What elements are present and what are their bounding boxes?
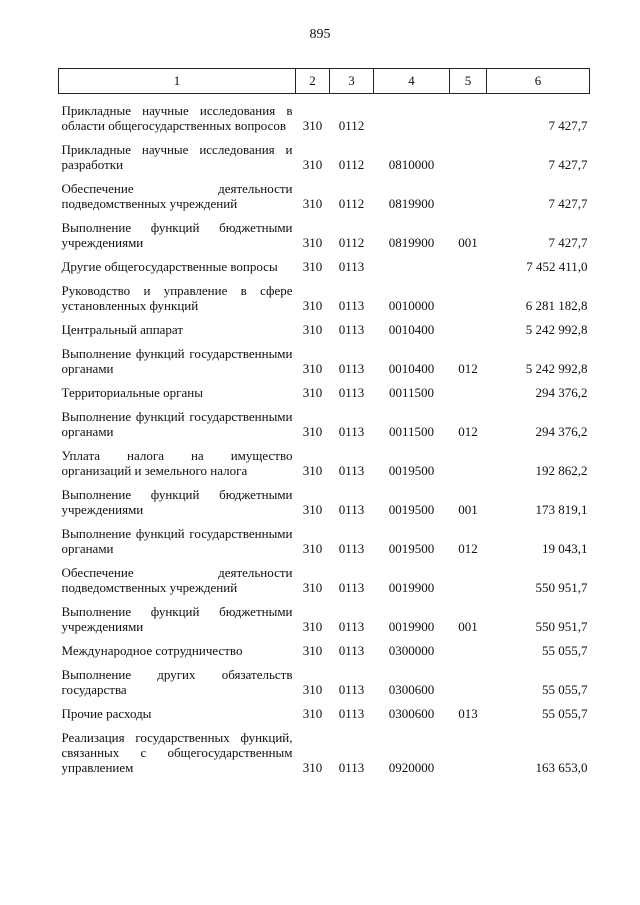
column-header-6: 6 xyxy=(487,69,590,94)
row-code-3-cell: 0113 xyxy=(338,259,365,274)
column-header-3: 3 xyxy=(330,69,374,94)
table-row xyxy=(59,565,590,595)
table-row xyxy=(59,142,590,172)
row-code-5-cell: 012 xyxy=(458,424,478,439)
header-row xyxy=(59,69,590,94)
row-spacer xyxy=(59,172,590,181)
row-code-2-cell: 310 xyxy=(302,298,323,313)
table-body xyxy=(59,94,590,776)
row-code-4-cell: 0300000 xyxy=(388,643,435,658)
row-code-3-cell: 0112 xyxy=(338,118,365,133)
page-number: 895 xyxy=(309,27,331,42)
row-code-5-cell: 013 xyxy=(458,706,478,721)
row-code-4-cell: 0011500 xyxy=(388,424,435,439)
row-name-cell: Уплата налога на имущество организаций и земельного налога xyxy=(61,448,293,478)
row-code-2-cell: 310 xyxy=(302,385,323,400)
row-name-cell: Территориальные органы xyxy=(61,385,203,400)
row-name-cell: Прикладные научные исследования в области общегосударственных вопросов xyxy=(61,103,293,133)
column-header-1: 1 xyxy=(59,69,296,94)
row-amount-cell: 7 427,7 xyxy=(548,235,588,250)
row-spacer xyxy=(59,400,590,409)
row-spacer xyxy=(59,595,590,604)
row-spacer xyxy=(59,337,590,346)
row-amount-cell: 19 043,1 xyxy=(542,541,588,556)
row-code-4-cell: 0019500 xyxy=(388,463,435,478)
row-name-cell: Выполнение функций бюджетными учреждениями xyxy=(61,220,293,250)
row-code-5-cell: 001 xyxy=(458,619,478,634)
row-code-3-cell: 0113 xyxy=(338,643,365,658)
row-code-5-cell xyxy=(450,565,487,595)
row-name-cell: Выполнение функций государственными органами xyxy=(61,346,293,376)
row-code-3-cell: 0113 xyxy=(338,361,365,376)
column-header-2: 2 xyxy=(296,69,330,94)
row-code-3-cell: 0112 xyxy=(338,235,365,250)
column-header-5: 5 xyxy=(450,69,487,94)
row-spacer xyxy=(59,376,590,385)
row-code-4-cell xyxy=(374,259,450,274)
row-code-4-cell: 0011500 xyxy=(388,385,435,400)
row-name-cell: Выполнение других обязательств государства xyxy=(61,667,293,697)
row-code-3-cell: 0113 xyxy=(338,682,365,697)
row-code-3-cell: 0112 xyxy=(338,196,365,211)
row-code-2-cell: 310 xyxy=(302,643,323,658)
row-amount-cell: 5 242 992,8 xyxy=(525,361,588,376)
row-code-2-cell: 310 xyxy=(302,259,323,274)
row-amount-cell: 7 427,7 xyxy=(548,118,588,133)
row-code-5-cell: 012 xyxy=(458,541,478,556)
table-row xyxy=(59,448,590,478)
row-amount-cell: 7 452 411,0 xyxy=(526,259,588,274)
row-name-cell: Выполнение функций государственными органами xyxy=(61,409,293,439)
row-name-cell: Международное сотрудничество xyxy=(61,643,243,658)
row-code-4-cell: 0019500 xyxy=(388,502,435,517)
row-code-3-cell: 0113 xyxy=(338,502,365,517)
row-code-5-cell xyxy=(450,103,487,133)
table-row xyxy=(59,730,590,775)
row-code-5-cell xyxy=(450,643,487,658)
table-row xyxy=(59,643,590,658)
table-row xyxy=(59,259,590,274)
row-code-2-cell: 310 xyxy=(302,424,323,439)
row-amount-cell: 163 653,0 xyxy=(535,760,588,775)
row-amount-cell: 55 055,7 xyxy=(542,706,588,721)
row-spacer xyxy=(59,658,590,667)
row-amount-cell: 173 819,1 xyxy=(535,502,588,517)
row-amount-cell: 294 376,2 xyxy=(535,424,588,439)
table-row xyxy=(59,181,590,211)
row-name-cell: Выполнение функций государственными органами xyxy=(61,526,293,556)
row-code-4-cell: 0300600 xyxy=(388,682,435,697)
row-spacer xyxy=(59,634,590,643)
row-code-3-cell: 0113 xyxy=(338,424,365,439)
row-amount-cell: 550 951,7 xyxy=(535,580,588,595)
row-code-4-cell: 0810000 xyxy=(388,157,435,172)
budget-table xyxy=(58,68,590,775)
row-code-3-cell: 0112 xyxy=(338,157,365,172)
row-code-3-cell: 0113 xyxy=(338,760,365,775)
table-row xyxy=(59,487,590,517)
row-amount-cell: 7 427,7 xyxy=(548,157,588,172)
row-amount-cell: 7 427,7 xyxy=(548,196,588,211)
row-code-2-cell: 310 xyxy=(302,322,323,337)
row-code-4-cell: 0819900 xyxy=(388,235,435,250)
row-spacer xyxy=(59,517,590,526)
row-code-5-cell xyxy=(450,259,487,274)
row-code-5-cell xyxy=(450,448,487,478)
row-code-5-cell xyxy=(450,385,487,400)
row-code-5-cell: 012 xyxy=(458,361,478,376)
row-code-5-cell xyxy=(450,283,487,313)
row-spacer xyxy=(59,94,590,104)
row-spacer xyxy=(59,697,590,706)
row-code-4-cell: 0019900 xyxy=(388,580,435,595)
row-code-2-cell: 310 xyxy=(302,619,323,634)
table-row xyxy=(59,103,590,133)
row-code-3-cell: 0113 xyxy=(338,619,365,634)
row-code-4-cell: 0010400 xyxy=(388,322,435,337)
row-code-5-cell: 001 xyxy=(458,235,478,250)
row-code-2-cell: 310 xyxy=(302,760,323,775)
row-code-3-cell: 0113 xyxy=(338,322,365,337)
row-code-2-cell: 310 xyxy=(302,541,323,556)
table-row xyxy=(59,346,590,376)
row-code-3-cell: 0113 xyxy=(338,541,365,556)
table-row xyxy=(59,604,590,634)
table-row xyxy=(59,322,590,337)
row-name-cell: Прочие расходы xyxy=(61,706,152,721)
row-amount-cell: 6 281 182,8 xyxy=(525,298,588,313)
row-spacer xyxy=(59,133,590,142)
row-code-5-cell: 001 xyxy=(458,502,478,517)
row-code-4-cell: 0019900 xyxy=(388,619,435,634)
row-code-2-cell: 310 xyxy=(302,157,323,172)
row-code-3-cell: 0113 xyxy=(338,580,365,595)
row-code-5-cell xyxy=(450,142,487,172)
row-amount-cell: 294 376,2 xyxy=(535,385,588,400)
table-row xyxy=(59,526,590,556)
row-code-5-cell xyxy=(450,730,487,775)
row-name-cell: Выполнение функций бюджетными учреждениями xyxy=(61,487,293,517)
row-code-2-cell: 310 xyxy=(302,706,323,721)
row-spacer xyxy=(59,556,590,565)
row-code-2-cell: 310 xyxy=(302,502,323,517)
row-code-2-cell: 310 xyxy=(302,196,323,211)
row-code-2-cell: 310 xyxy=(302,682,323,697)
row-spacer xyxy=(59,313,590,322)
row-code-4-cell: 0010000 xyxy=(388,298,435,313)
row-name-cell: Руководство и управление в сфере установленных функций xyxy=(61,283,293,313)
table-row xyxy=(59,220,590,250)
table-header xyxy=(59,69,590,94)
row-spacer xyxy=(59,439,590,448)
row-code-3-cell: 0113 xyxy=(338,298,365,313)
row-code-2-cell: 310 xyxy=(302,361,323,376)
row-code-4-cell: 0920000 xyxy=(388,760,435,775)
row-code-3-cell: 0113 xyxy=(338,463,365,478)
row-spacer xyxy=(59,250,590,259)
table-row xyxy=(59,706,590,721)
row-amount-cell: 55 055,7 xyxy=(542,682,588,697)
row-code-3-cell: 0113 xyxy=(338,385,365,400)
row-code-5-cell xyxy=(450,181,487,211)
row-amount-cell: 550 951,7 xyxy=(535,619,588,634)
table-row xyxy=(59,667,590,697)
row-code-2-cell: 310 xyxy=(302,235,323,250)
row-spacer xyxy=(59,211,590,220)
row-code-4-cell: 0819900 xyxy=(388,196,435,211)
row-name-cell: Центральный аппарат xyxy=(61,322,184,337)
row-amount-cell: 55 055,7 xyxy=(542,643,588,658)
row-code-2-cell: 310 xyxy=(302,580,323,595)
row-code-2-cell: 310 xyxy=(302,118,323,133)
table-row xyxy=(59,409,590,439)
column-header-4: 4 xyxy=(374,69,450,94)
row-name-cell: Обеспечение деятельности подведомственных учреждений xyxy=(61,181,293,211)
row-code-4-cell: 0010400 xyxy=(388,361,435,376)
table-row xyxy=(59,385,590,400)
row-code-4-cell: 0300600 xyxy=(388,706,435,721)
row-code-3-cell: 0113 xyxy=(338,706,365,721)
row-spacer xyxy=(59,274,590,283)
row-name-cell: Реализация государственных функций, связанных с общегосударственным управлением xyxy=(61,730,293,775)
row-name-cell: Обеспечение деятельности подведомственных учреждений xyxy=(61,565,293,595)
row-code-5-cell xyxy=(450,322,487,337)
row-spacer xyxy=(59,478,590,487)
row-code-4-cell: 0019500 xyxy=(388,541,435,556)
row-spacer xyxy=(59,721,590,730)
row-amount-cell: 192 862,2 xyxy=(535,463,588,478)
row-code-2-cell: 310 xyxy=(302,463,323,478)
row-name-cell: Другие общегосударственные вопросы xyxy=(61,259,278,274)
row-name-cell: Прикладные научные исследования и разработки xyxy=(61,142,293,172)
row-name-cell: Выполнение функций бюджетными учреждениями xyxy=(61,604,293,634)
row-amount-cell: 5 242 992,8 xyxy=(525,322,588,337)
row-code-5-cell xyxy=(450,667,487,697)
table-row xyxy=(59,283,590,313)
row-code-4-cell xyxy=(374,103,450,133)
